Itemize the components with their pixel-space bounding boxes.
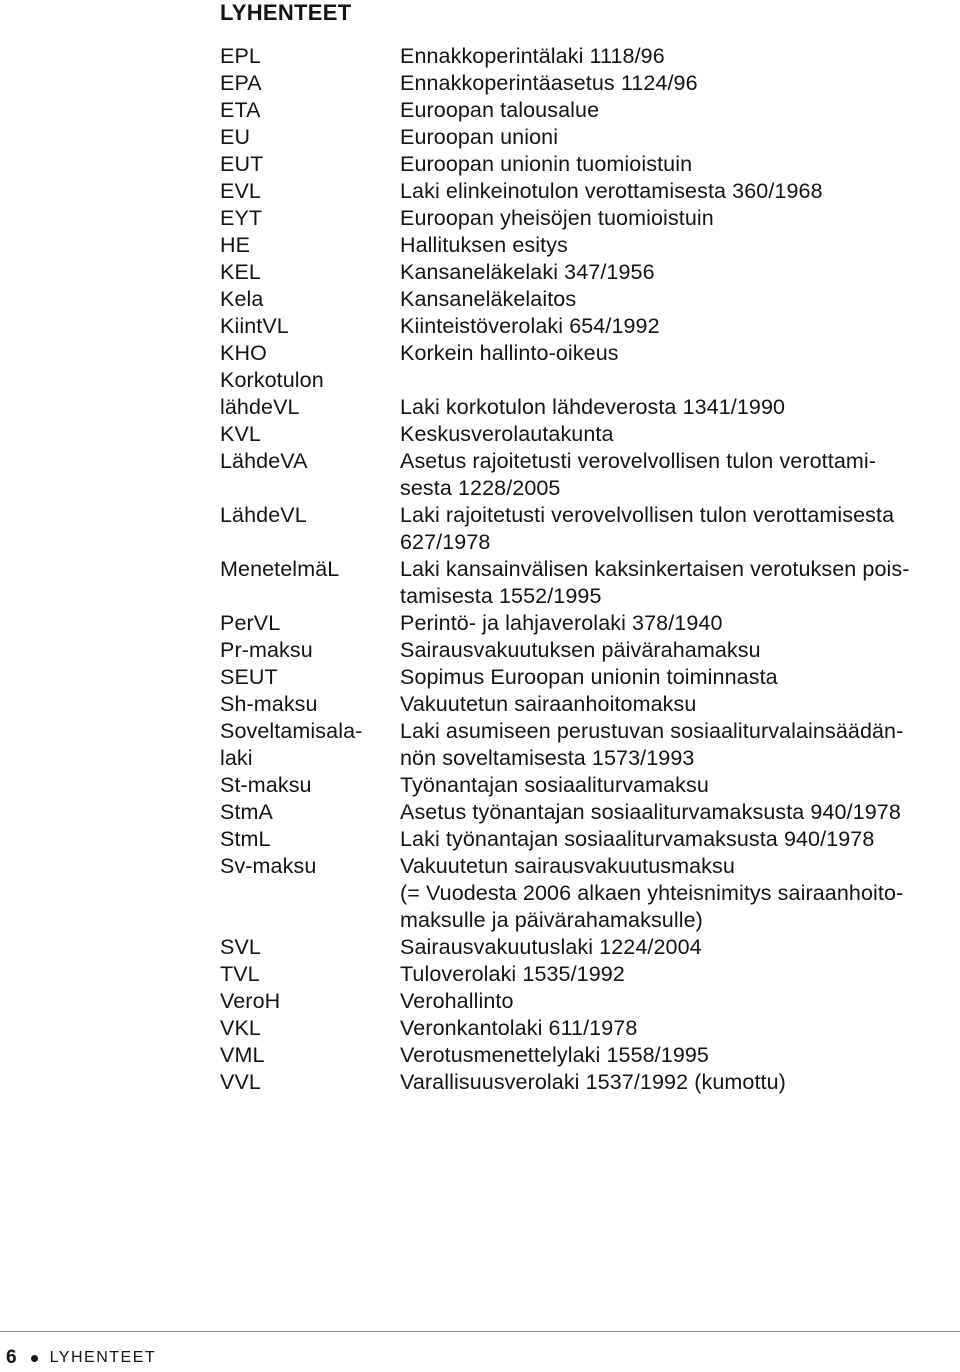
page-number: 6 bbox=[6, 1347, 17, 1368]
abbreviation-meaning: Euroopan unioni bbox=[400, 125, 559, 149]
abbreviation-meaning: Euroopan unionin tuomioistuin bbox=[400, 152, 693, 176]
abbreviation: EVL bbox=[220, 179, 261, 203]
abbreviation-meaning: Laki rajoitetusti verovelvollisen tulon verottamisesta 627/1978 bbox=[400, 503, 895, 554]
abbreviation: EPL bbox=[220, 44, 261, 68]
abbreviation: TVL bbox=[220, 962, 260, 986]
abbreviation: LähdeVL bbox=[220, 503, 307, 527]
abbreviation-entry bbox=[220, 97, 960, 124]
abbreviation: ETA bbox=[220, 98, 261, 122]
abbreviation: VKL bbox=[220, 1016, 261, 1040]
abbreviation: PerVL bbox=[220, 611, 281, 635]
abbreviation-entry bbox=[220, 637, 960, 664]
abbreviation-entry bbox=[220, 853, 960, 934]
abbreviation-meaning: Kansaneläkelaitos bbox=[400, 287, 577, 311]
abbreviation-meaning: Sopimus Euroopan unionin toiminnasta bbox=[400, 665, 778, 689]
abbreviation-meaning: Tuloverolaki 1535/1992 bbox=[400, 962, 625, 986]
abbreviation: LähdeVA bbox=[220, 449, 308, 473]
abbreviation: EU bbox=[220, 125, 251, 149]
abbreviation-meaning: Veronkantolaki 611/1978 bbox=[400, 1016, 638, 1040]
abbreviation: VML bbox=[220, 1043, 265, 1067]
abbreviation: Kela bbox=[220, 287, 264, 311]
abbreviation-meaning: Kansaneläkelaki 347/1956 bbox=[400, 260, 655, 284]
abbreviation-entry bbox=[220, 664, 960, 691]
abbreviation-meaning: Laki kansainvälisen kaksinkertaisen verotuksen pois- tamisesta 1552/1995 bbox=[400, 557, 910, 608]
abbreviation-entry bbox=[220, 502, 960, 556]
abbreviation: EPA bbox=[220, 71, 262, 95]
abbreviation-meaning: Työnantajan sosiaaliturvamaksu bbox=[400, 773, 709, 797]
bullet-separator-icon bbox=[31, 1355, 38, 1362]
abbreviation-entry bbox=[220, 286, 960, 313]
abbreviation: KiintVL bbox=[220, 314, 289, 338]
abbreviation: VeroH bbox=[220, 989, 281, 1013]
abbreviation-meaning: Euroopan talousalue bbox=[400, 98, 600, 122]
abbreviation-meaning: Ennakkoperintäasetus 1124/96 bbox=[400, 71, 698, 95]
abbreviation-meaning: Sairausvakuutuksen päivärahamaksu bbox=[400, 638, 761, 662]
abbreviation-meaning: Laki elinkeinotulon verottamisesta 360/1968 bbox=[400, 179, 823, 203]
abbreviation: Sv-maksu bbox=[220, 854, 317, 878]
abbreviation: SEUT bbox=[220, 665, 278, 689]
abbreviation-meaning: Kiinteistöverolaki 654/1992 bbox=[400, 314, 660, 338]
abbreviation: SVL bbox=[220, 935, 261, 959]
abbreviation-entry bbox=[220, 151, 960, 178]
abbreviation-meaning: Korkein hallinto-oikeus bbox=[400, 341, 619, 365]
abbreviation-list bbox=[220, 43, 960, 1096]
abbreviation: HE bbox=[220, 233, 251, 257]
abbreviation-meaning: Verotusmenettelylaki 1558/1995 bbox=[400, 1043, 709, 1067]
abbreviation: Pr-maksu bbox=[220, 638, 313, 662]
footer-divider bbox=[0, 1331, 960, 1332]
abbreviation-meaning: Sairausvakuutuslaki 1224/2004 bbox=[400, 935, 702, 959]
abbreviation-entry bbox=[220, 826, 960, 853]
abbreviation-meaning: Euroopan yheisöjen tuomioistuin bbox=[400, 206, 714, 230]
abbreviation-entry bbox=[220, 1015, 960, 1042]
abbreviation: Soveltamisala- laki bbox=[220, 719, 363, 770]
abbreviation-entry bbox=[220, 988, 960, 1015]
abbreviation-meaning: Verohallinto bbox=[400, 989, 514, 1013]
abbreviation: Korkotulon lähdeVL bbox=[220, 368, 324, 419]
abbreviation-entry bbox=[220, 1069, 960, 1096]
abbreviation-entry bbox=[220, 205, 960, 232]
abbreviation-meaning: Asetus rajoitetusti verovelvollisen tulon verottami- sesta 1228/2005 bbox=[400, 449, 877, 500]
abbreviation-entry bbox=[220, 718, 960, 772]
abbreviation-entry bbox=[220, 259, 960, 286]
abbreviation-entry bbox=[220, 934, 960, 961]
abbreviation-entry bbox=[220, 799, 960, 826]
abbreviation-meaning: Vakuutetun sairaanhoitomaksu bbox=[400, 692, 697, 716]
page-footer bbox=[6, 1346, 156, 1370]
abbreviation-meaning: Varallisuusverolaki 1537/1992 (kumottu) bbox=[400, 1070, 786, 1094]
abbreviation-entry bbox=[220, 448, 960, 502]
abbreviation-entry bbox=[220, 340, 960, 367]
page-title: LYHENTEET bbox=[220, 0, 352, 25]
abbreviation-meaning: Vakuutetun sairausvakuutusmaksu (= Vuodesta 2006 alkaen yhteisnimitys sairaanhoito- maksulle ja päivärahamaksulle) bbox=[400, 854, 904, 932]
abbreviation-entry bbox=[220, 178, 960, 205]
abbreviation-meaning: Keskusverolautakunta bbox=[400, 422, 614, 446]
abbreviation: KEL bbox=[220, 260, 261, 284]
abbreviation: MenetelmäL bbox=[220, 557, 340, 581]
abbreviation-entry bbox=[220, 556, 960, 610]
abbreviation: KVL bbox=[220, 422, 261, 446]
abbreviation-entry bbox=[220, 421, 960, 448]
abbreviation-meaning: Laki korkotulon lähdeverosta 1341/1990 bbox=[400, 395, 786, 419]
abbreviation-meaning: Perintö- ja lahjaverolaki 378/1940 bbox=[400, 611, 723, 635]
abbreviation-meaning: Asetus työnantajan sosiaaliturvamaksusta 940/1978 bbox=[400, 800, 901, 824]
abbreviation-entry bbox=[220, 367, 960, 421]
abbreviation-entry bbox=[220, 43, 960, 70]
abbreviation-meaning: Hallituksen esitys bbox=[400, 233, 568, 257]
abbreviation: Sh-maksu bbox=[220, 692, 318, 716]
abbreviation: St-maksu bbox=[220, 773, 312, 797]
abbreviation-entry bbox=[220, 232, 960, 259]
abbreviation: StmL bbox=[220, 827, 271, 851]
abbreviation-entry bbox=[220, 772, 960, 799]
abbreviation: EUT bbox=[220, 152, 264, 176]
abbreviation-meaning: Ennakkoperintälaki 1118/96 bbox=[400, 44, 665, 68]
abbreviation: KHO bbox=[220, 341, 267, 365]
abbreviation-entry bbox=[220, 610, 960, 637]
abbreviation-entry bbox=[220, 691, 960, 718]
abbreviation-meaning: Laki asumiseen perustuvan sosiaaliturvalainsäädän- nön soveltamisesta 1573/1993 bbox=[400, 719, 904, 770]
abbreviation-entry bbox=[220, 124, 960, 151]
abbreviation: EYT bbox=[220, 206, 263, 230]
abbreviation-meaning: Laki työnantajan sosiaaliturvamaksusta 940/1978 bbox=[400, 827, 875, 851]
abbreviation: VVL bbox=[220, 1070, 261, 1094]
abbreviation-entry bbox=[220, 313, 960, 340]
running-title: LYHENTEET bbox=[49, 1349, 157, 1366]
abbreviation-entry bbox=[220, 1042, 960, 1069]
abbreviation: StmA bbox=[220, 800, 273, 824]
abbreviation-entry bbox=[220, 961, 960, 988]
abbreviation-entry bbox=[220, 70, 960, 97]
